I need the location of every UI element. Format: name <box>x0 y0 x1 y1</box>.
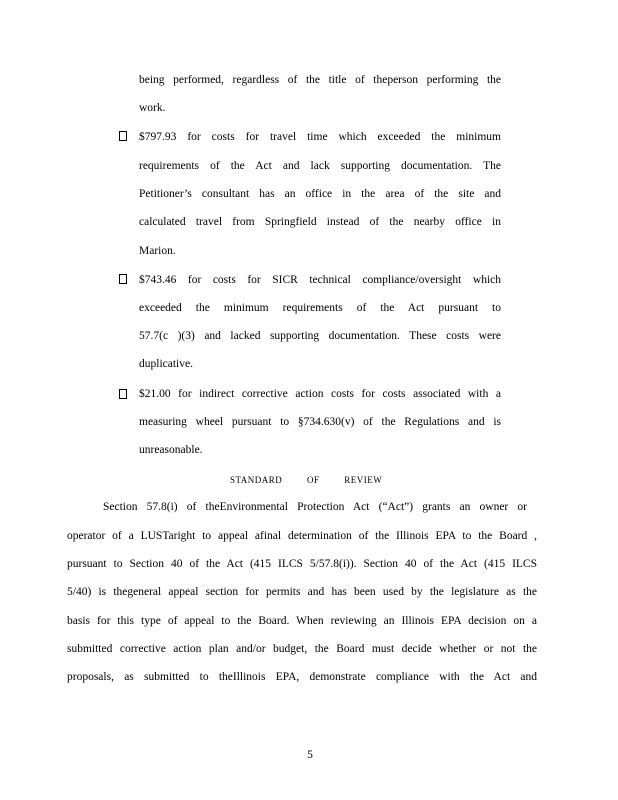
section-heading: STANDARD OF REVIEW <box>230 475 383 485</box>
bullet-box-icon <box>119 131 127 141</box>
paragraph-line: pursuant to Section 40 of the Act (415 ILCS 5/57.8(i)). Section 40 of the Act (415 ILCS <box>67 558 537 570</box>
bullet-line: duplicative. <box>139 358 193 370</box>
bullet-line: 57.7(c )(3) and lacked supporting documentation. These costs were <box>139 330 501 342</box>
bullet-line: $21.00 for indirect corrective action costs for costs associated with a <box>139 388 501 400</box>
bullet-line: $743.46 for costs for SICR technical compliance/oversight which <box>139 274 501 286</box>
continuation-line: being performed, regardless of the title of theperson performing the <box>139 74 501 86</box>
bullet-line: calculated travel from Springfield instead of the nearby office in <box>139 216 501 228</box>
bullet-box-icon <box>119 389 127 399</box>
continuation-line: work. <box>139 102 166 114</box>
paragraph-line: Section 57.8(i) of theEnvironmental Protection Act (“Act”) grants an owner or <box>103 501 527 513</box>
paragraph-line: proposals, as submitted to theIllinois EPA, demonstrate compliance with the Act and <box>67 671 537 683</box>
bullet-line: Petitioner’s consultant has an office in the area of the site and <box>139 188 501 200</box>
bullet-line: Marion. <box>139 245 176 257</box>
paragraph-line: 5/40) is thegeneral appeal section for permits and has been used by the legislature as the <box>67 586 537 598</box>
bullet-line: measuring wheel pursuant to §734.630(v) of the Regulations and is <box>139 416 501 428</box>
bullet-line: requirements of the Act and lack supporting documentation. The <box>139 160 501 172</box>
bullet-box-icon <box>119 274 127 284</box>
bullet-line: unreasonable. <box>139 444 203 456</box>
paragraph-line: operator of a LUSTaright to appeal afinal determination of the Illinois EPA to the Board , <box>67 530 537 542</box>
page-number: 5 <box>307 749 313 761</box>
paragraph-line: basis for this type of appeal to the Board. When reviewing an Illinois EPA decision on a <box>67 615 537 627</box>
bullet-line: exceeded the minimum requirements of the Act pursuant to <box>139 302 501 314</box>
bullet-line: $797.93 for costs for travel time which exceeded the minimum <box>139 131 501 143</box>
paragraph-line: submitted corrective action plan and/or budget, the Board must decide whether or not the <box>67 643 537 655</box>
